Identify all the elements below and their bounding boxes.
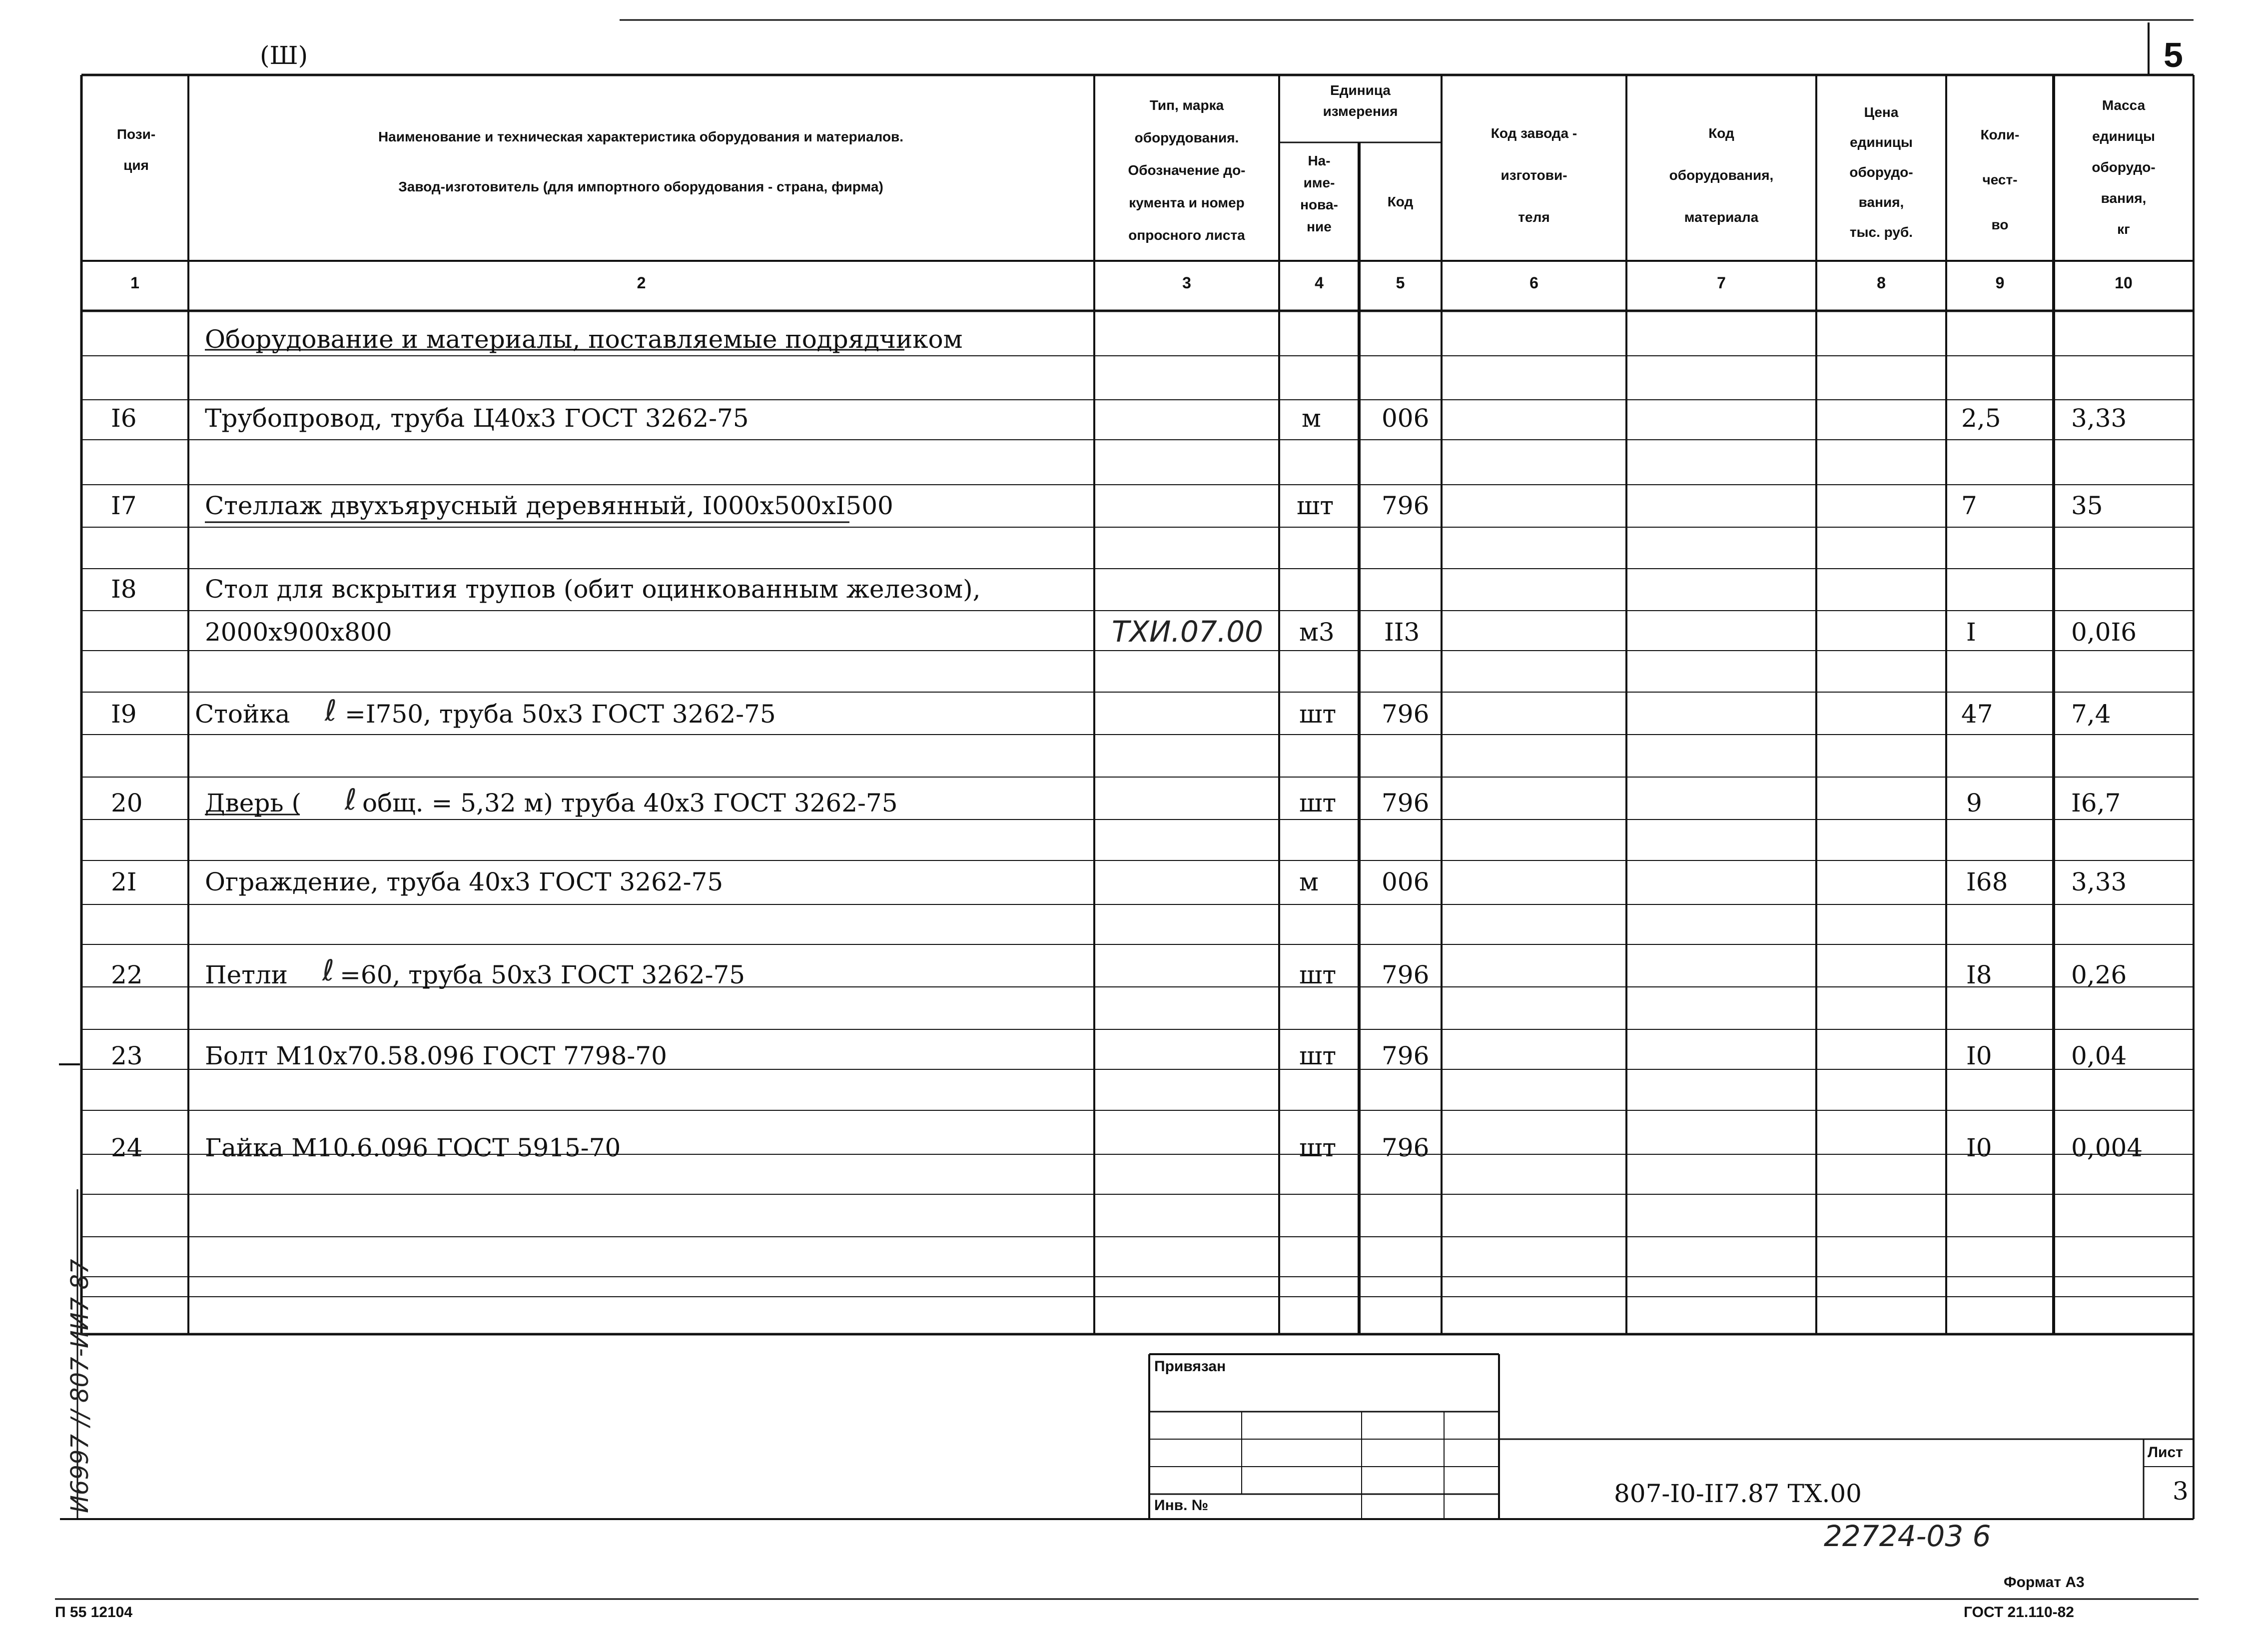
table-row-mass: 35 [2071,491,2103,520]
table-row-position: I8 [111,575,137,604]
table-row-name-rest: =I750, труба 50х3 ГОСТ 3262-75 [345,700,776,729]
table-row-unit: шт [1299,1133,1337,1162]
table-row-quantity: I68 [1966,867,2008,896]
table-row-quantity: I [1966,618,1976,647]
table-row-mass: 0,0I6 [2071,618,2137,647]
table-row-position: I7 [111,491,137,520]
column-number: 10 [2115,274,2133,292]
table-row-code: II3 [1384,618,1420,647]
handwritten-inventory-number: 22724-03 6 [1824,1519,1991,1553]
table-row-code: 796 [1382,960,1430,989]
table-row-mass: 3,33 [2071,404,2127,433]
column-number: 7 [1717,274,1726,292]
title-block-privyazan: Привязан [1154,1358,1226,1375]
table-row-quantity: I0 [1966,1133,1992,1162]
table-row-type-mark: ТХИ.07.00 [1112,615,1264,649]
table-row-mass: 0,004 [2071,1133,2143,1162]
table-row-position: 20 [111,789,143,818]
table-row-unit: шт [1299,789,1337,818]
table-row-mass: I6,7 [2071,789,2121,818]
column-number: 2 [637,274,646,292]
column-number: 5 [1396,274,1405,292]
length-symbol: ℓ [345,783,357,817]
section-title: Оборудование и материалы, поставляемые подрядчиком [205,325,963,354]
table-row-name: Болт М10х70.58.096 ГОСТ 7798-70 [205,1041,667,1070]
table-row-mass: 0,04 [2071,1041,2127,1070]
document-code: 807-I0-II7.87 ТХ.00 [1614,1479,1862,1508]
table-row-mass: 7,4 [2071,700,2111,729]
header-type: Тип, марка оборудования. Обозначение до- кумента и номер опросного листа [1128,97,1246,243]
header-mass: Масса единицы оборудо- вания, кг [2092,97,2156,237]
table-row-code: 796 [1382,491,1430,520]
table-row-unit: шт [1299,1041,1337,1070]
table-row-quantity: I0 [1966,1041,1992,1070]
table-row-code: 006 [1382,404,1430,433]
length-symbol: ℓ [322,953,334,987]
table-row-mass: 3,33 [2071,867,2127,896]
header-quantity: Коли- чест- во [1980,127,2020,232]
table-row-position: 24 [111,1133,143,1162]
header-unit-name: На- име- нова- ние [1300,153,1338,234]
standard-label: ГОСТ 21.110-82 [1964,1604,2074,1621]
table-row-name-rest: =60, труба 50х3 ГОСТ 3262-75 [340,960,746,989]
header-unit-code: Код [1387,194,1414,209]
column-number: 3 [1182,274,1191,292]
column-number: 6 [1529,274,1538,292]
table-row-position: 23 [111,1041,143,1070]
table-row-quantity: 47 [1961,700,1993,729]
table-row-name: Стойка [195,700,290,729]
table-row-name: Гайка М10.6.096 ГОСТ 5915-70 [205,1133,621,1162]
table-row-unit: шт [1299,960,1337,989]
table-row-code: 796 [1382,789,1430,818]
table-row-name: Стол для вскрытия трупов (обит оцинкованным железом), [205,575,981,604]
column-number: 8 [1877,274,1886,292]
title-block-inventory: Инв. № [1154,1497,1209,1514]
table-row-name: Дверь ( [205,789,302,818]
table-row-quantity: 7 [1961,491,1977,520]
table-row-quantity: I8 [1966,960,1992,989]
table-row-name-rest: общ. = 5,32 м) труба 40х3 ГОСТ 3262-75 [362,789,898,818]
column-number: 9 [1995,274,2005,292]
column-number: 1 [130,274,139,292]
table-row-unit: шт [1299,700,1337,729]
table-row-name: Петли [205,960,288,989]
format-label: Формат А3 [2004,1574,2085,1591]
table-row-code: 796 [1382,700,1430,729]
sheet-number: 3 [2173,1477,2189,1506]
sheet-label: Лист [2148,1444,2183,1461]
header-position: Пози- ция [116,126,156,173]
table-row-code: 796 [1382,1041,1430,1070]
side-handwritten-note: И6997 // 807-ИИ7 87 [66,1259,94,1513]
table-row-code: 796 [1382,1133,1430,1162]
table-row-name: Ограждение, труба 40х3 ГОСТ 3262-75 [205,867,724,896]
table-row-name: Трубопровод, труба Ц40х3 ГОСТ 3262-75 [205,404,749,433]
header-unit-group: Единица измерения [1323,82,1398,119]
column-number: 4 [1315,274,1324,292]
table-row-position: I6 [111,404,137,433]
table-row-unit: м [1302,404,1321,433]
table-row-unit: м3 [1299,618,1335,647]
table-row-position: I9 [111,700,137,729]
table-row-position: 2I [111,867,137,896]
length-symbol: ℓ [325,694,337,728]
table-row-name-continued: 2000х900х800 [205,618,392,647]
header-price: Цена единицы оборудо- вания, тыс. руб. [1849,104,1913,240]
table-row-quantity: 9 [1966,789,1982,818]
header-equipment-code: Код оборудования, материала [1669,125,1774,225]
left-code: П 55 12104 [55,1604,133,1621]
header-manufacturer-code: Код завода - изготови- теля [1491,125,1577,225]
table-row-unit: шт [1297,491,1334,520]
page-number-top: 5 [2164,35,2183,74]
table-row-mass: 0,26 [2071,960,2127,989]
section-mark: (Ш) [260,41,308,70]
table-row-name: Стеллаж двухъярусный деревянный, I000х500хI500 [205,491,893,520]
table-row-position: 22 [111,960,143,989]
table-row-quantity: 2,5 [1961,404,2001,433]
header-name: Наименование и техническая характеристика оборудования и материалов. Завод-изготовитель (для импортного оборудования - страна, фирма) [378,129,904,194]
table-row-code: 006 [1382,867,1430,896]
table-row-unit: м [1299,867,1319,896]
